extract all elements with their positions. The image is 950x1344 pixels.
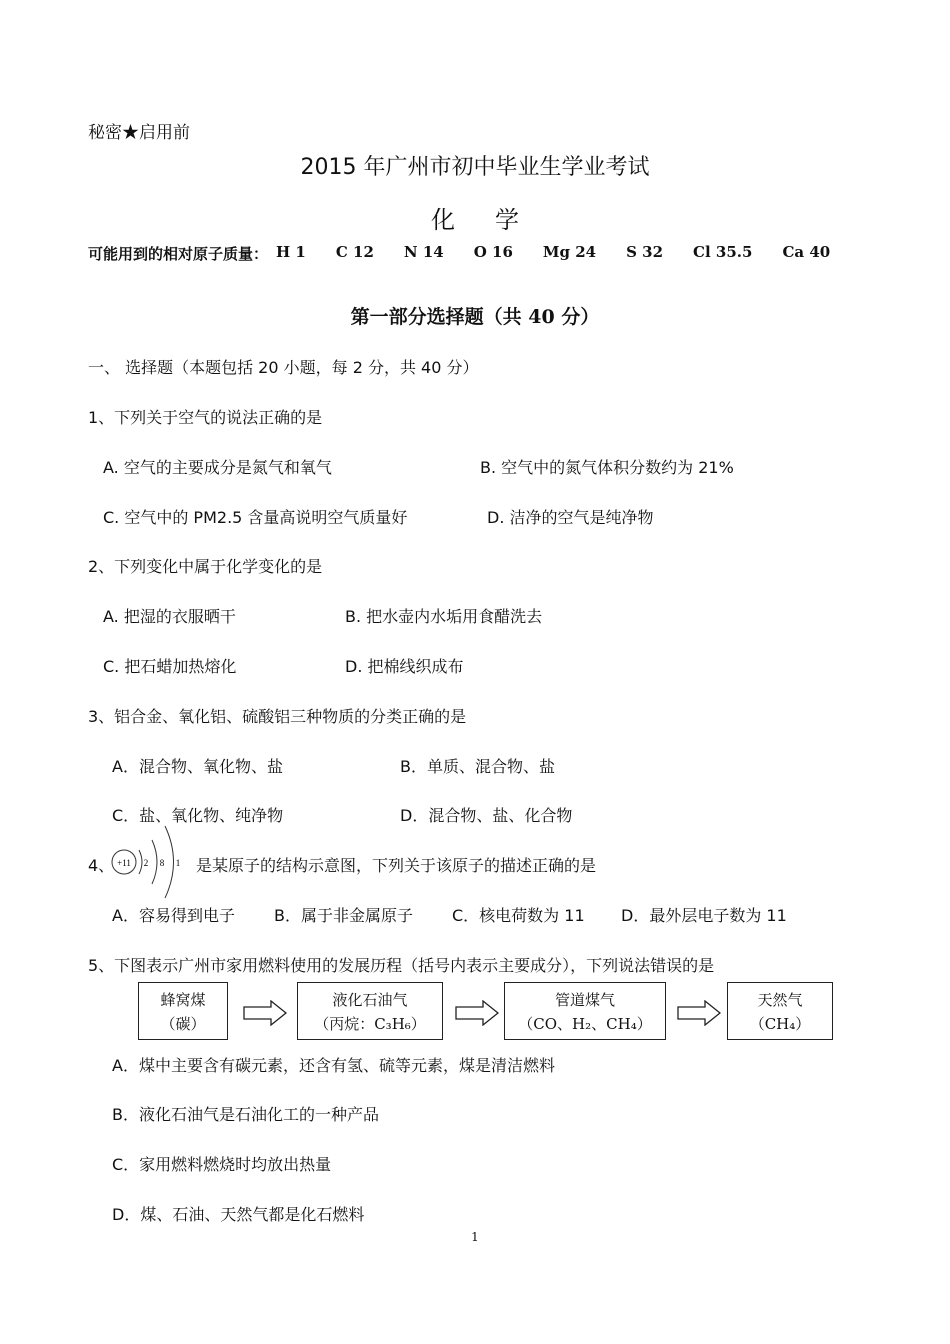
question-5-option-b: B．液化石油气是石油化工的一种产品 <box>112 1105 379 1124</box>
question-3-stem: 3、铝合金、氧化铝、硫酸铝三种物质的分类正确的是 <box>88 707 467 726</box>
question-4-option-a: A．容易得到电子 <box>112 906 235 925</box>
mass-item: S 32 <box>626 243 664 261</box>
exam-title: 2015 年广州市初中毕业生学业考试 <box>300 155 650 180</box>
mass-item: N 14 <box>403 243 444 261</box>
flow-box-composition: （CO、H₂、CH₄） <box>518 1015 652 1033</box>
mass-item: Mg 24 <box>542 243 597 261</box>
flow-box-name: 蜂窝煤 <box>160 991 206 1009</box>
flow-box-composition: （丙烷：C₃H₆） <box>314 1015 426 1033</box>
nucleus-charge: +11 <box>117 858 131 868</box>
question-4-option-b: B．属于非金属原子 <box>274 906 413 925</box>
mass-item: O 16 <box>473 243 513 261</box>
shell-1-electrons: 2 <box>143 858 149 868</box>
question-3-option-b: B．单质、混合物、盐 <box>400 757 555 776</box>
question-4-option-d: D．最外层电子数为 11 <box>621 906 787 925</box>
question-1-option-c: C. 空气中的 PM2.5 含量高说明空气质量好 <box>103 508 408 527</box>
question-3-option-a: A．混合物、氧化物、盐 <box>112 757 283 776</box>
flow-box-name: 天然气 <box>757 991 803 1009</box>
mass-item: C 12 <box>335 243 374 261</box>
question-2-option-c: C. 把石蜡加热熔化 <box>103 657 237 676</box>
question-1-option-b: B. 空气中的氮气体积分数约为 21% <box>480 458 734 477</box>
flow-box-composition: （CH₄） <box>749 1015 811 1033</box>
flow-box-natural-gas <box>727 982 833 1040</box>
electron-shell-3 <box>165 826 174 898</box>
mass-item: H 1 <box>276 243 306 261</box>
flow-box-composition: （碳） <box>160 1015 206 1033</box>
question-4-stem: 是某原子的结构示意图，下列关于该原子的描述正确的是 <box>196 856 597 875</box>
question-1-stem: 1、下列关于空气的说法正确的是 <box>88 408 323 427</box>
atomic-masses-label: 可能用到的相对原子质量： <box>88 245 269 263</box>
question-5-option-a: A．煤中主要含有碳元素，还含有氢、硫等元素，煤是清洁燃料 <box>112 1056 555 1075</box>
flow-arrow-icon <box>455 1000 499 1026</box>
question-4-option-c: C．核电荷数为 11 <box>452 906 585 925</box>
atom-structure-diagram <box>108 818 188 902</box>
electron-shell-2 <box>152 840 157 884</box>
question-1-option-d: D. 洁净的空气是纯净物 <box>487 508 654 527</box>
question-5-option-d: D．煤、石油、天然气都是化石燃料 <box>112 1205 365 1224</box>
question-5-stem: 5、下图表示广州市家用燃料使用的发展历程（括号内表示主要成分），下列说法错误的是 <box>88 956 715 975</box>
question-2-option-b: B. 把水壶内水垢用食醋洗去 <box>345 607 543 626</box>
section-heading: 一、 选择题（本题包括 20 小题，每 2 分，共 40 分） <box>88 358 479 377</box>
question-2-option-a: A. 把湿的衣服晒干 <box>103 607 236 626</box>
flow-box-name: 管道煤气 <box>554 991 615 1009</box>
shell-2-electrons: 8 <box>159 858 165 868</box>
flow-box-lpg <box>297 982 443 1040</box>
shell-3-electrons: 1 <box>175 858 181 868</box>
question-2-option-d: D. 把棉线织成布 <box>345 657 464 676</box>
question-3-option-d: D．混合物、盐、化合物 <box>400 806 573 825</box>
question-1-option-a: A. 空气的主要成分是氮气和氧气 <box>103 458 332 477</box>
subject-title: 化学 <box>431 206 559 234</box>
mass-item: Ca 40 <box>782 243 831 261</box>
question-4-prefix: 4、 <box>88 856 115 875</box>
part1-title: 第一部分选择题（共 40 分） <box>350 306 600 328</box>
flow-box-honeycomb-coal <box>138 982 228 1040</box>
electron-shell-1 <box>139 850 142 874</box>
flow-box-pipeline-gas <box>504 982 666 1040</box>
question-5-option-c: C．家用燃料燃烧时均放出热量 <box>112 1155 332 1174</box>
flow-box-name: 液化石油气 <box>332 991 408 1009</box>
page-number: 1 <box>471 1230 479 1244</box>
flow-arrow-icon <box>243 1000 287 1026</box>
question-3-option-c: C．盐、氧化物、纯净物 <box>112 806 284 825</box>
secret-label: 秘密★启用前 <box>88 123 190 143</box>
mass-item: Cl 35.5 <box>693 243 753 261</box>
atomic-masses <box>88 243 860 264</box>
question-2-stem: 2、下列变化中属于化学变化的是 <box>88 557 323 576</box>
flow-arrow-icon <box>677 1000 721 1026</box>
